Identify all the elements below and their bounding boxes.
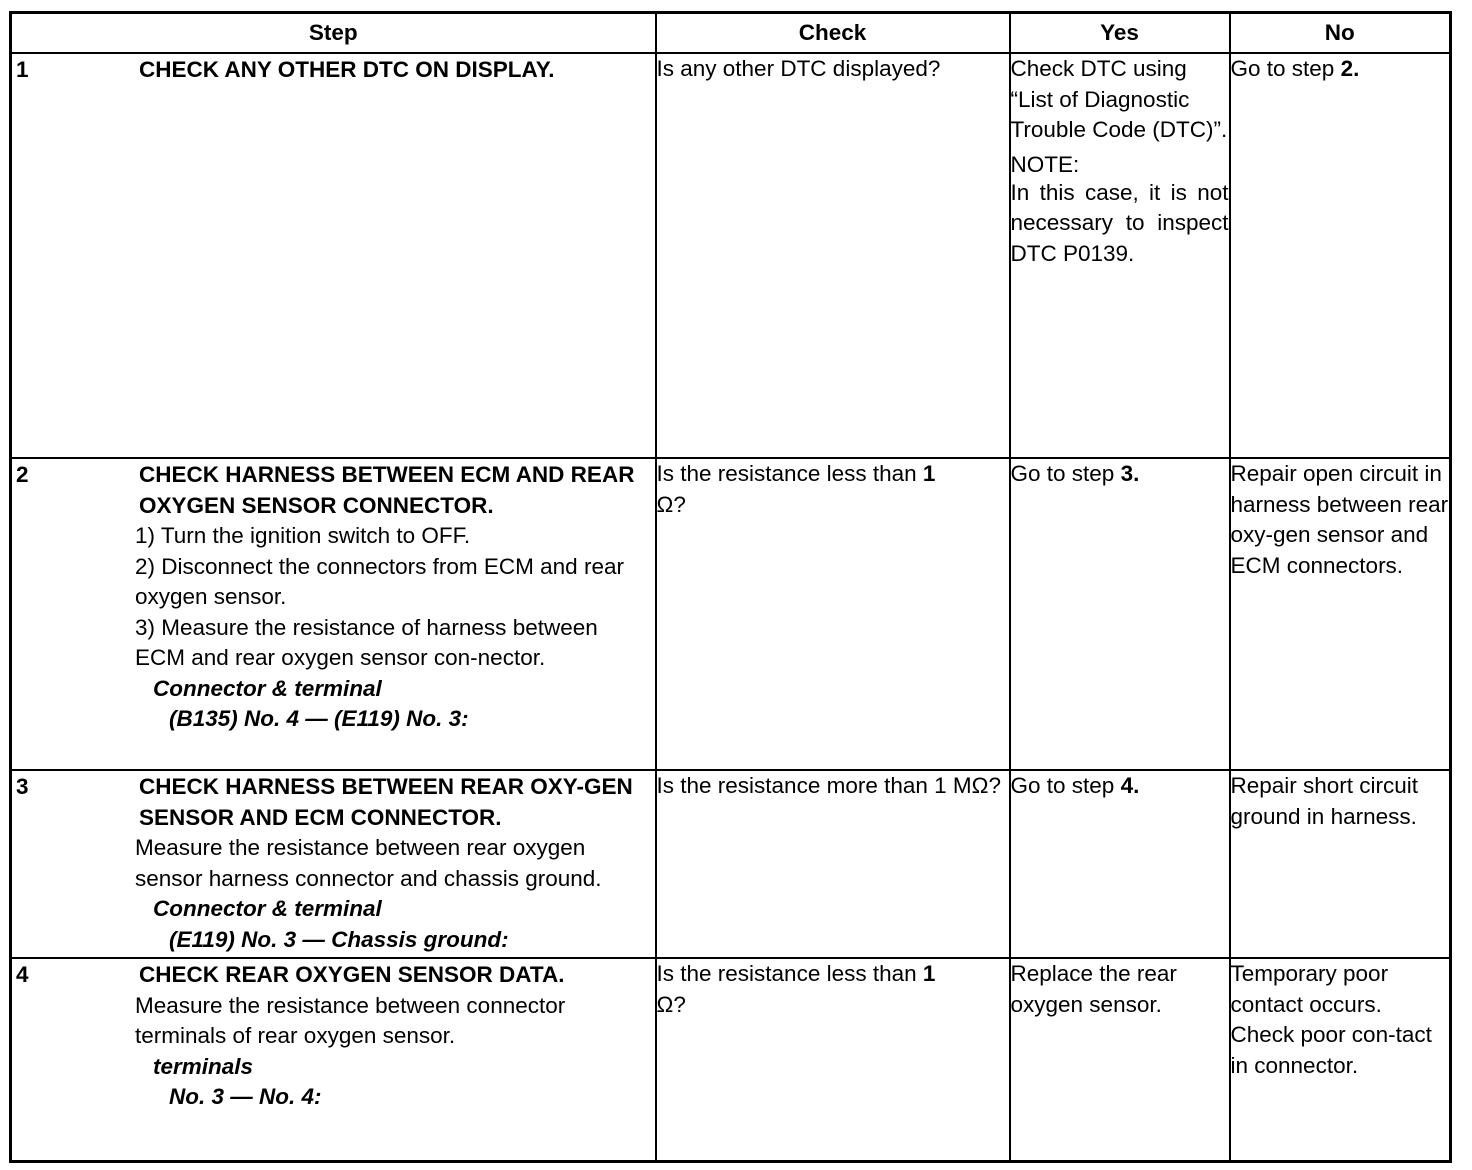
check-prefix: Is the resistance less than bbox=[656, 961, 923, 986]
yes-step-ref: 3. bbox=[1120, 461, 1140, 486]
check-text: Is any other DTC displayed? bbox=[656, 56, 941, 81]
table-row bbox=[11, 770, 1451, 958]
step-title: CHECK HARNESS BETWEEN ECM AND REAR OXYGEN SENSOR CONNECTOR. bbox=[139, 462, 635, 518]
step-title: CHECK REAR OXYGEN SENSOR DATA. bbox=[139, 962, 565, 987]
check-cell bbox=[656, 958, 1010, 1161]
header-yes: Yes bbox=[1010, 13, 1230, 54]
spec-label: terminals bbox=[153, 1053, 254, 1079]
instruction-item: 1) Turn the ignition switch to OFF. bbox=[135, 523, 471, 548]
header-row bbox=[11, 13, 1451, 54]
no-text: Repair short circuit ground in harness. bbox=[1230, 773, 1419, 829]
yes-cell bbox=[1010, 958, 1230, 1161]
spec-label: Connector & terminal bbox=[153, 675, 382, 701]
no-cell bbox=[1230, 458, 1451, 770]
spec-label: Connector & terminal bbox=[153, 896, 382, 921]
step-number: 1 bbox=[16, 57, 29, 82]
yes-cell bbox=[1010, 53, 1230, 458]
check-cell bbox=[656, 770, 1010, 958]
check-cell bbox=[656, 53, 1010, 458]
diagnostic-table bbox=[9, 11, 1452, 1163]
no-step-ref: 2. bbox=[1340, 56, 1360, 81]
yes-text: Replace the rear oxygen sensor. bbox=[1010, 961, 1177, 1017]
yes-prefix: Go to step bbox=[1010, 773, 1121, 798]
table-row bbox=[11, 53, 1451, 458]
step-title: CHECK ANY OTHER DTC ON DISPLAY. bbox=[139, 57, 555, 82]
no-text: Temporary poor contact occurs. Check poor con-tact in connector. bbox=[1230, 961, 1432, 1078]
instruction-item: 2) Disconnect the connectors from ECM and rear oxygen sensor. bbox=[135, 553, 624, 609]
header-no: No bbox=[1230, 13, 1451, 54]
step-number: 4 bbox=[16, 962, 29, 987]
yes-step-ref: 4. bbox=[1120, 773, 1140, 798]
check-value: 1 bbox=[922, 961, 936, 986]
step-cell bbox=[11, 458, 656, 770]
step-number: 3 bbox=[16, 774, 29, 799]
no-cell bbox=[1230, 770, 1451, 958]
note-text: In this case, it is not necessary to inspect DTC P0139. bbox=[1010, 179, 1229, 266]
spec-value: (E119) No. 3 — Chassis ground: bbox=[169, 926, 509, 952]
check-text: Is the resistance more than 1 MΩ? bbox=[656, 773, 1001, 798]
table-row bbox=[11, 458, 1451, 770]
check-unit: Ω? bbox=[656, 991, 686, 1017]
header-check: Check bbox=[656, 13, 1010, 54]
no-prefix: Go to step bbox=[1230, 56, 1341, 81]
check-prefix: Is the resistance less than bbox=[656, 461, 923, 486]
step-body: Measure the resistance between rear oxygen sensor harness connector and chassis ground. bbox=[135, 835, 602, 891]
check-cell bbox=[656, 458, 1010, 770]
spec-value: (B135) No. 4 — (E119) No. 3: bbox=[169, 706, 469, 731]
check-unit: Ω? bbox=[656, 491, 686, 517]
yes-cell bbox=[1010, 458, 1230, 770]
check-value: 1 bbox=[922, 461, 936, 486]
step-cell bbox=[11, 770, 656, 958]
step-body: Measure the resistance between connector terminals of rear oxygen sensor. bbox=[135, 992, 566, 1048]
step-cell bbox=[11, 53, 656, 458]
no-cell bbox=[1230, 53, 1451, 458]
note-label: NOTE: bbox=[1010, 151, 1080, 177]
spec-value: No. 3 — No. 4: bbox=[169, 1084, 322, 1109]
step-title: CHECK HARNESS BETWEEN REAR OXY-GEN SENSOR AND ECM CONNECTOR. bbox=[139, 774, 633, 830]
step-cell bbox=[11, 958, 656, 1161]
header-step: Step bbox=[11, 13, 656, 54]
yes-cell bbox=[1010, 770, 1230, 958]
yes-prefix: Go to step bbox=[1010, 461, 1121, 486]
no-cell bbox=[1230, 958, 1451, 1161]
step-number: 2 bbox=[16, 462, 29, 487]
table-row bbox=[11, 958, 1451, 1161]
yes-text: Check DTC using “List of Diagnostic Trouble Code (DTC)”. bbox=[1010, 56, 1228, 142]
no-text: Repair open circuit in harness between rear oxy-gen sensor and ECM connectors. bbox=[1230, 461, 1449, 578]
instruction-item: 3) Measure the resistance of harness between ECM and rear oxygen sensor con-nector. bbox=[135, 614, 598, 670]
